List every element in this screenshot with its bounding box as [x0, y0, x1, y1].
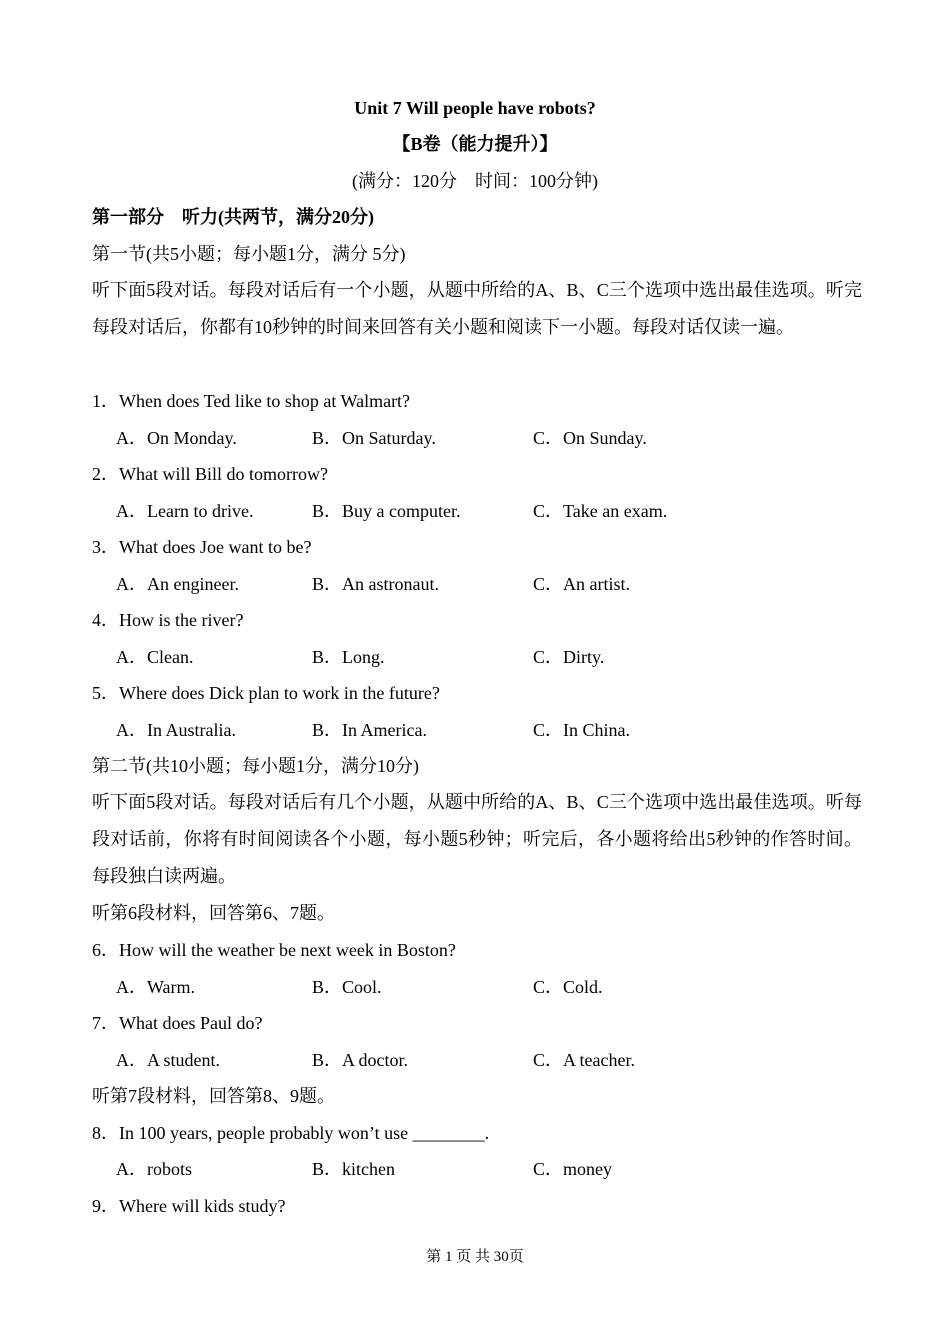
question-8: 8．In 100 years, people probably won’t use ________. — [92, 1123, 490, 1143]
material-7-note: 听第7段材料，回答第8、9题。 — [92, 1086, 335, 1106]
score-time-info: (满分：120分 时间：100分钟) — [352, 171, 598, 191]
question-3-option-b: B．An astronaut. — [312, 574, 439, 594]
question-7-option-c: C．A teacher. — [533, 1050, 635, 1070]
question-4: 4．How is the river? — [92, 610, 244, 630]
question-7-option-a: A．A student. — [116, 1050, 221, 1070]
question-1-option-a: A．On Monday. — [116, 428, 237, 448]
section1-heading: 第一节(共5小题；每小题1分，满分 5分) — [92, 244, 406, 264]
question-1: 1．When does Ted like to shop at Walmart? — [92, 391, 411, 411]
question-5-option-a: A．In Australia. — [116, 720, 236, 740]
question-7-option-b: B．A doctor. — [312, 1050, 409, 1070]
question-4-option-a: A．Clean. — [116, 647, 194, 667]
question-4-option-b: B．Long. — [312, 647, 385, 667]
question-1-option-c: C．On Sunday. — [533, 428, 647, 448]
question-8-option-a: A．robots — [116, 1159, 192, 1179]
question-2-option-a: A．Learn to drive. — [116, 501, 254, 521]
page-title: Unit 7 Will people have robots? — [354, 98, 596, 118]
question-8-option-b: B．kitchen — [312, 1159, 395, 1179]
question-7: 7．What does Paul do? — [92, 1013, 263, 1033]
question-3-option-c: C．An artist. — [533, 574, 630, 594]
question-9: 9．Where will kids study? — [92, 1196, 286, 1216]
question-6-option-c: C．Cold. — [533, 977, 603, 997]
question-6: 6．How will the weather be next week in Boston? — [92, 940, 456, 960]
material-6-note: 听第6段材料，回答第6、7题。 — [92, 903, 335, 923]
section2-instructions: 听下面5段对话。每段对话后有几个小题，从题中所给的A、B、C三个选项中选出最佳选项。听每段对话前，你将有时间阅读各个小题，每小题5秒钟；听完后，各小题将给出5秒钟的作答时间。每段独白读两遍。 — [92, 792, 862, 886]
question-1-option-b: B．On Saturday. — [312, 428, 436, 448]
section2-heading: 第二节(共10小题；每小题1分，满分10分) — [92, 756, 419, 776]
page-footer: 第 1 页 共 30页 — [426, 1249, 524, 1265]
question-5-option-b: B．In America. — [312, 720, 427, 740]
question-6-option-b: B．Cool. — [312, 977, 382, 997]
part1-heading: 第一部分 听力(共两节，满分20分) — [92, 207, 374, 227]
question-3-option-a: A．An engineer. — [116, 574, 239, 594]
question-4-option-c: C．Dirty. — [533, 647, 605, 667]
question-2: 2．What will Bill do tomorrow? — [92, 464, 328, 484]
question-3: 3．What does Joe want to be? — [92, 537, 312, 557]
question-2-option-b: B．Buy a computer. — [312, 501, 461, 521]
question-5: 5．Where does Dick plan to work in the future? — [92, 683, 440, 703]
question-6-option-a: A．Warm. — [116, 977, 196, 997]
question-5-option-c: C．In China. — [533, 720, 630, 740]
section1-instructions: 听下面5段对话。每段对话后有一个小题，从题中所给的A、B、C三个选项中选出最佳选项。听完每段对话后，你都有10秒钟的时间来回答有关小题和阅读下一小题。每段对话仅读一遍。 — [92, 280, 862, 337]
question-2-option-c: C．Take an exam. — [533, 501, 668, 521]
question-8-option-c: C．money — [533, 1159, 612, 1179]
page-subtitle: 【B卷（能力提升）】 — [392, 134, 558, 154]
